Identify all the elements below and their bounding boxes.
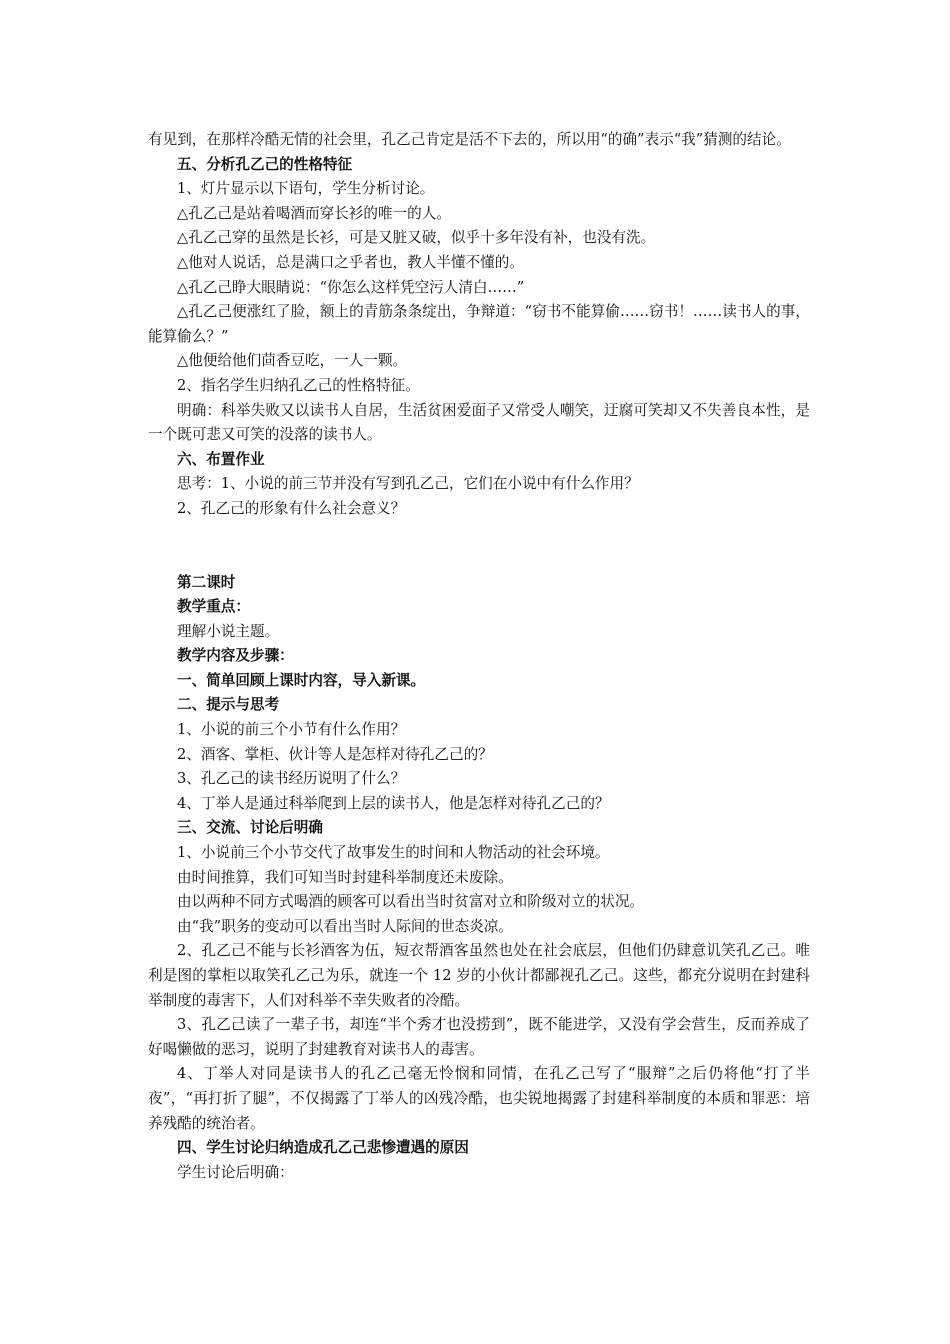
question-item: 1、小说的前三个小节有什么作用？ [177, 721, 406, 739]
answer-line: 由“我”职务的变动可以看出当时人际间的世态炎凉。 [177, 917, 513, 935]
quote-line: △孔乙己穿的虽然是长衫，可是又脏又破，似乎十多年没有补，也没有洗。 [177, 229, 656, 247]
section-spacer [148, 522, 810, 571]
step-heading-1: 一、简单回顾上课时内容，导入新课。 [177, 671, 426, 689]
steps-label: 教学内容及步骤： [177, 647, 294, 665]
answer-line: 由以两种不同方式喝酒的顾客可以看出当时贫富对立和阶级对立的状况。 [177, 893, 645, 911]
lesson-title: 第二课时 [177, 573, 236, 591]
section-heading-5: 五、分析孔乙己的性格特征 [177, 155, 353, 173]
document-body [148, 128, 810, 1185]
list-item: 2、指名学生归纳孔乙己的性格特征。 [177, 376, 420, 394]
answer-line: 由时间推算，我们可知当时封建科举制度还未废除。 [177, 868, 513, 886]
quote-line: △孔乙己是站着喝酒而穿长衫的唯一的人。 [177, 204, 451, 222]
answer-paragraph: 4、丁举人对同是读书人的孔乙己毫无怜悯和同情，在孔乙己写了“服辩”之后仍将他“打了半夜”，“再打折了腿”，不仅揭露了丁举人的凶残冷酷，也尖锐地揭露了封建科举制度的本质和罪恶：培养残酷的统治者。 [148, 1065, 810, 1132]
question-item: 3、孔乙己的读书经历说明了什么？ [177, 770, 406, 788]
homework-item: 思考：1、小说的前三节并没有写到孔乙己，它们在小说中有什么作用？ [177, 475, 639, 493]
focus-label: 教学重点： [177, 598, 250, 616]
answer-line: 1、小说前三个小节交代了故事发生的时间和人物活动的社会环境。 [177, 844, 610, 862]
answer-paragraph: 2、孔乙己不能与长衫酒客为伍，短衣帮酒客虽然也处在社会底层，但他们仍肆意讥笑孔乙己。唯利是图的掌柜以取笑孔乙己为乐，就连一个 12 岁的小伙计都鄙视孔乙己。这些，都充分说明在封建科举制度的毒害下，人们对科举不幸失败者的冷酷。 [148, 942, 810, 1009]
step-heading-4: 四、学生讨论归纳造成孔乙己悲惨遭遇的原因 [177, 1139, 469, 1157]
question-item: 2、酒客、掌柜、伙计等人是怎样对待孔乙己的？ [177, 745, 493, 763]
quote-line: △孔乙己睁大眼睛说：“你怎么这样凭空污人清白……” [177, 278, 525, 296]
clarification-paragraph: 明确：科举失败又以读书人自居，生活贫困爱面子又常受人嘲笑，迂腐可笑却又不失善良本性，是一个既可悲又可笑的没落的读书人。 [148, 401, 810, 444]
quote-line: △孔乙己便涨红了脸，额上的青筋条条绽出，争辩道：“窃书不能算偷……窃书！……读书人的事，能算偷么？” [148, 303, 810, 345]
step-heading-2: 二、提示与思考 [177, 696, 280, 714]
answer-paragraph: 3、孔乙己读了一辈子书，却连“半个秀才也没捞到”，既不能进学，又没有学会营生，反而养成了好喝懒做的恶习，说明了封建教育对读书人的毒害。 [148, 1016, 810, 1058]
paragraph-continuation: 有见到，在那样冷酷无情的社会里，孔乙己肯定是活不下去的，所以用“的确”表示“我”猜测的结论。 [148, 131, 791, 148]
focus-text: 理解小说主题。 [177, 622, 280, 640]
homework-item: 2、孔乙己的形象有什么社会意义？ [177, 499, 406, 517]
section-heading-6: 六、布置作业 [177, 450, 265, 468]
quote-line: △他对人说话，总是满口之乎者也，教人半懂不懂的。 [177, 253, 524, 271]
quote-line: △他便给他们茴香豆吃，一人一颗。 [177, 352, 408, 370]
question-item: 4、丁举人是通过科举爬到上层的读书人，他是怎样对待孔乙己的？ [177, 794, 610, 812]
discussion-text: 学生讨论后明确： [177, 1163, 294, 1181]
list-item: 1、灯片显示以下语句，学生分析讨论。 [177, 180, 435, 198]
step-heading-3: 三、交流、讨论后明确 [177, 819, 323, 837]
